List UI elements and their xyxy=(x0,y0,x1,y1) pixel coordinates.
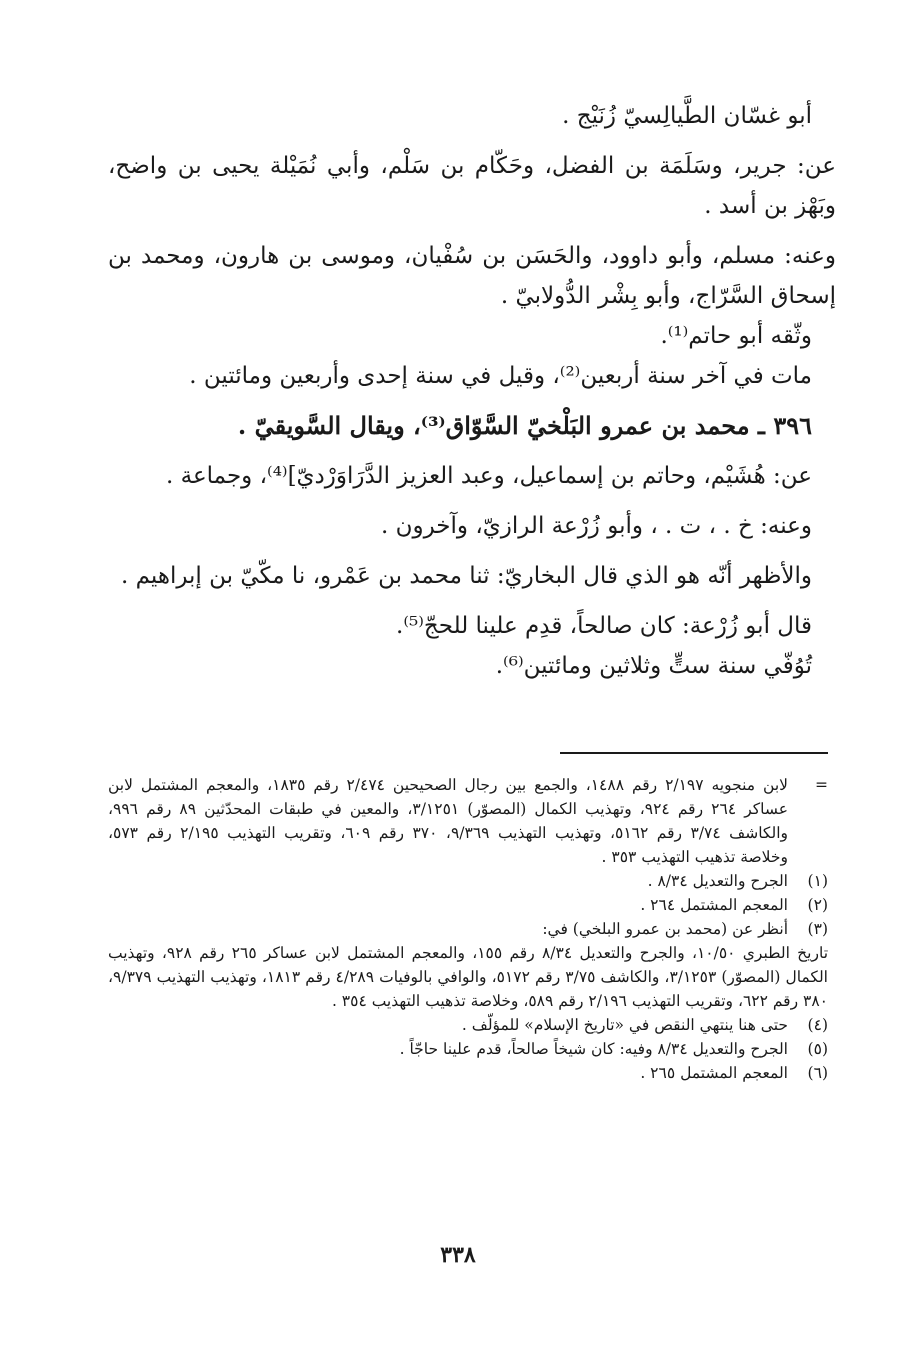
footnote-3 xyxy=(108,917,828,941)
footnote-text: الجرح والتعديل ٨/٣٤ . xyxy=(647,872,788,890)
paragraph-1: أبو غسّان الطَّيالِسيّ زُنَيْج . xyxy=(562,103,812,129)
footnote-1 xyxy=(108,869,828,893)
page-number: ٣٣٨ xyxy=(440,1242,476,1268)
footnotes xyxy=(108,773,828,1085)
footnote-text: حتى هنا ينتهي النقص في «تاريخ الإسلام» للمؤلّف . xyxy=(461,1016,788,1034)
footnote-text: المعجم المشتمل ٢٦٥ . xyxy=(640,1064,788,1082)
paragraph-6: عن: هُشَيْم، وحاتم بن إسماعيل، وعبد العزيز الدَّرَاوَرْديّ]⁽⁴⁾، وجماعة . xyxy=(165,463,812,489)
entry-heading: ٣٩٦ ـ محمد بن عمرو البَلْخيّ السَّوّاق⁽³⁾، ويقال السَّويقيّ . xyxy=(237,411,812,440)
paragraph-8: والأظهر أنّه هو الذي قال البخاريّ: ثنا محمد بن عَمْرو، نا مكّيّ بن إبراهيم . xyxy=(120,563,812,589)
footnote-number: (١) xyxy=(807,872,828,890)
footnote-number: (٢) xyxy=(807,896,828,914)
footnote-carryover xyxy=(108,773,828,869)
footnote-5 xyxy=(108,1037,828,1061)
paragraph-7: وعنه: خ . ، ت . ، وأبو زُرْعة الرازيّ، وآخرون . xyxy=(380,513,812,539)
footnote-3-continuation: تاريخ الطبري ١٠/٥٠، والجرح والتعديل ٨/٣٤ رقم ١٥٥، والمعجم المشتمل لابن عساكر ٢٦٥ رقم ٩٢٨، وتهذيب الكمال (المصوّر) ٣/١٢٥٣، والكاشف ٣/٧٥ رقم ٥١٧٢، والوافي بالوفيات ٤/٢٨٩ رقم ١٨١٣، وتهذيب التهذيب ٩/٣٧٩، ٣٨٠ رقم ٦٢٢، وتقريب التهذيب ٢/١٩٦ رقم ٥٨٩، وخلاصة تذهيب التهذيب ٣٥٤ . xyxy=(108,944,829,1010)
footnote-number: (٤) xyxy=(807,1016,828,1034)
footnote-2 xyxy=(108,893,828,917)
paragraph-9: قال أبو زُرْعة: كان صالحاً، قدِم علينا للحجّ⁽⁵⁾. xyxy=(396,613,812,639)
main-text xyxy=(108,96,836,686)
footnote-6 xyxy=(108,1061,828,1085)
paragraph-4: وثّقه أبو حاتم⁽¹⁾. xyxy=(660,323,812,349)
footnote-divider xyxy=(560,752,828,754)
paragraph-10: تُوُفّي سنة ستٍّ وثلاثين ومائتين⁽⁶⁾. xyxy=(495,653,812,679)
footnote-text: الجرح والتعديل ٨/٣٤ وفيه: كان شيخاً صالحاً، قدم علينا حاجّاً . xyxy=(399,1040,788,1058)
footnote-number: (٥) xyxy=(807,1040,828,1058)
footnote-marker: = xyxy=(815,776,828,794)
paragraph-3: وعنه: مسلم، وأبو داوود، والحَسَن بن سُفْيان، وموسى بن هارون، ومحمد بن إسحاق السَّرّاج، وأبو بِشْر الدُّولابيّ . xyxy=(108,243,836,309)
footnote-text: أنظر عن (محمد بن عمرو البلخي) في: xyxy=(542,920,788,938)
footnote-number: (٣) xyxy=(807,920,828,938)
footnote-text: لابن منجويه ٢/١٩٧ رقم ١٤٨٨، والجمع بين رجال الصحيحين ٢/٤٧٤ رقم ١٨٣٥، والمعجم المشتمل لابن عساكر ٢٦٤ رقم ٩٢٤، وتهذيب الكمال (المصوّر) ٣/١٢٥١، والمعين في طبقات المحدّثين ٨٩ رقم ٩٩٦، والكاشف ٣/٧٤ رقم ٥١٦٢، وتهذيب التهذيب ٩/٣٦٩، ٣٧٠ رقم ٦٠٩، وتقريب التهذيب ٢/١٩٥ رقم ٥٧٣، وخلاصة تذهيب التهذيب ٣٥٣ . xyxy=(108,776,788,866)
footnote-text: المعجم المشتمل ٢٦٤ . xyxy=(640,896,788,914)
paragraph-2: عن: جرير، وسَلَمَة بن الفضل، وحَكّام بن سَلْم، وأبي نُمَيْلة يحيى بن واضح، وبَهْز بن أسد . xyxy=(108,153,836,219)
paragraph-5: مات في آخر سنة أربعين⁽²⁾، وقيل في سنة إحدى وأربعين ومائتين . xyxy=(189,363,812,389)
footnote-4 xyxy=(108,1013,828,1037)
footnote-number: (٦) xyxy=(807,1064,828,1082)
